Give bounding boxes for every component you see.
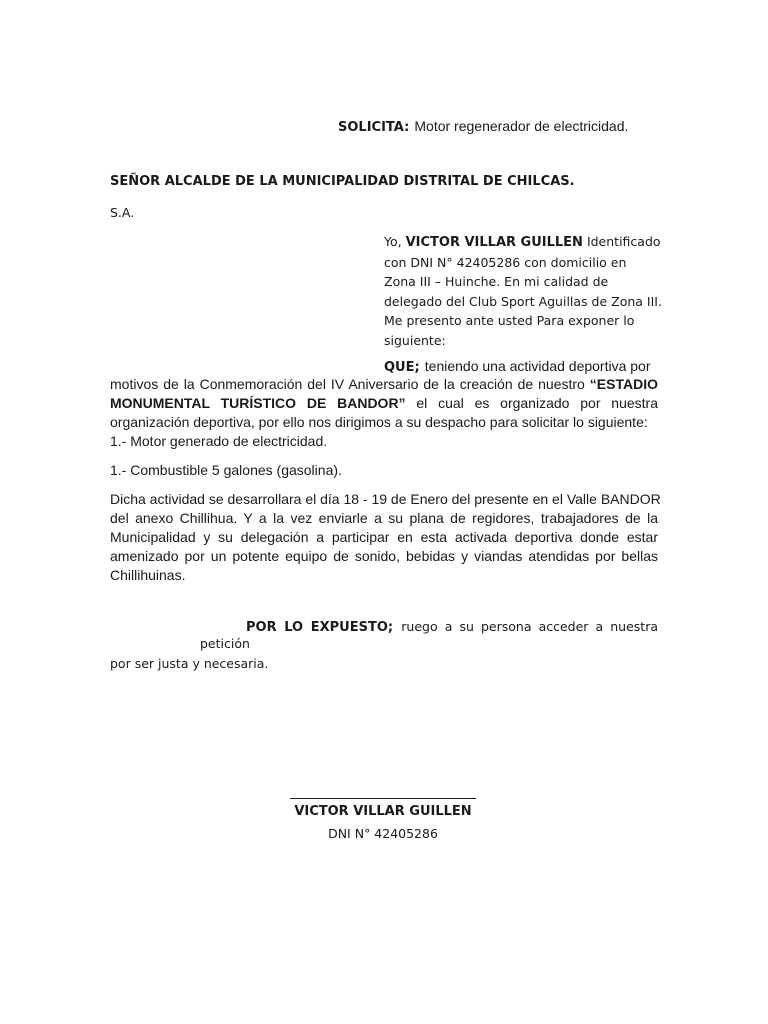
intro-prefix: Yo, xyxy=(384,234,402,249)
intro-line-5: Me presento ante usted Para exponer lo xyxy=(384,313,635,329)
details-line-1: Dicha actividad se desarrollara el día 18 - 19 de Enero del presente en el Valle BANDOR xyxy=(110,491,661,507)
que-label: QUE; xyxy=(384,360,420,375)
que-line-3 xyxy=(110,395,658,411)
que-line-2 xyxy=(110,376,658,392)
que-line-3-rest: el cual es organizado por nuestra xyxy=(416,395,658,411)
stadium-name: MONUMENTAL TURÍSTICO DE BANDOR” xyxy=(110,395,406,411)
que-line-1 xyxy=(384,356,651,375)
details-line-5: Chillihuinas. xyxy=(110,567,186,583)
list-item: 1.- Motor generado de electricidad. xyxy=(110,433,328,449)
que-line-2-text: motivos de la Conmemoración del IV Aniversario de la creación de nuestro xyxy=(110,376,585,392)
intro-line-4: delegado del Club Sport Aguillas de Zona III. xyxy=(384,293,662,309)
details-line-2: del anexo Chillihua. Y a la vez enviarle a su plana de regidores, trabajadores de la xyxy=(110,510,658,526)
closing-line-1 xyxy=(246,616,658,635)
intro-paragraph xyxy=(384,232,664,351)
details-line-3: Municipalidad y su delegación a participar en esta activada deportiva donde estar xyxy=(110,529,658,545)
details-line-4: amenizado por un potente equipo de sonido, bebidas y viandas atendidas por bellas xyxy=(110,548,658,564)
closing-label: POR LO EXPUESTO; xyxy=(246,620,394,635)
signature-line xyxy=(290,798,476,799)
applicant-name: VICTOR VILLAR GUILLEN xyxy=(405,235,583,250)
list-item: 1.- Combustible 5 galones (gasolina). xyxy=(110,462,342,478)
salutation: S.A. xyxy=(110,205,135,220)
intro-line-3: Zona III – Huinche. En mi calidad de xyxy=(384,274,609,290)
closing-line-1-rest: ruego a su persona acceder a nuestra xyxy=(401,619,658,634)
intro-line-1 xyxy=(384,232,664,253)
que-line-2-bold: “ESTADIO xyxy=(589,376,658,392)
signature-dni: DNI N° 42405286 xyxy=(328,826,438,841)
request-value: Motor regenerador de electricidad. xyxy=(414,118,629,134)
request-label: SOLICITA: xyxy=(338,120,410,135)
intro-line-1-rest: Identificado xyxy=(586,234,661,249)
closing-line-3: por ser justa y necesaria. xyxy=(110,656,269,671)
que-line-1-rest: teniendo una actividad deportiva por xyxy=(424,358,651,374)
addressee: SEÑOR ALCALDE DE LA MUNICIPALIDAD DISTRITAL DE CHILCAS. xyxy=(110,174,575,189)
intro-line-6: siguiente: xyxy=(384,332,446,348)
request-subject xyxy=(338,116,628,135)
signature-name: VICTOR VILLAR GUILLEN xyxy=(294,804,472,819)
intro-line-2: con DNI N° 42405286 con domicilio en xyxy=(384,254,627,270)
closing-line-2: petición xyxy=(200,636,250,651)
que-line-4: organización deportiva, por ello nos dirigimos a su despacho para solicitar lo siguiente: xyxy=(110,414,648,430)
